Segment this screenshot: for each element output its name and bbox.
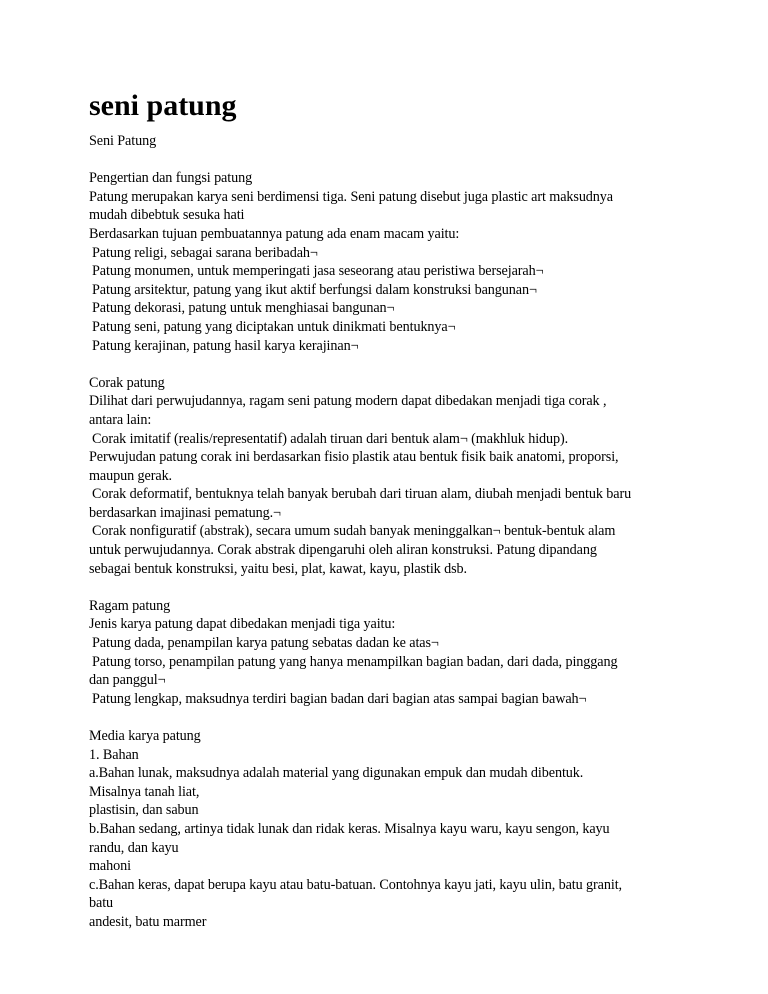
document-page — [89, 86, 689, 932]
text-line: b.Bahan sedang, artinya tidak lunak dan ridak keras. Misalnya kayu waru, kayu sengon, kayu — [89, 820, 610, 837]
text-line: Misalnya tanah liat, — [89, 783, 200, 800]
text-line: c.Bahan keras, dapat berupa kayu atau batu-batuan. Contohnya kayu jati, kayu ulin, batu granit, — [89, 876, 622, 893]
text-line: Jenis karya patung dapat dibedakan menjadi tiga yaitu: — [89, 616, 396, 633]
paragraph-gap — [89, 708, 689, 727]
paragraph-gap — [89, 355, 689, 374]
text-line: Seni Patung — [89, 133, 157, 149]
text-line: batu — [89, 895, 114, 912]
text-line: Corak nonfiguratif (abstrak), secara umum sudah banyak meninggalkan¬ bentuk-bentuk alam — [92, 523, 616, 540]
document-title: seni patung — [89, 89, 237, 122]
text-line: sebagai bentuk konstruksi, yaitu besi, plat, kawat, kayu, plastik dsb. — [89, 560, 467, 577]
text-line: Patung torso, penampilan patung yang hanya menampilkan bagian badan, dari dada, pinggang — [92, 653, 618, 670]
text-line: maupun gerak. — [89, 467, 173, 484]
text-line: Patung arsitektur, patung yang ikut aktif berfungsi dalam konstruksi bangunan¬ — [92, 281, 537, 298]
text-line: a.Bahan lunak, maksudnya adalah material yang digunakan empuk dan mudah dibentuk. — [89, 765, 584, 782]
text-line: Pengertian dan fungsi patung — [89, 170, 253, 187]
paragraph-gap — [89, 151, 689, 170]
document-body — [89, 132, 689, 932]
text-line: randu, dan kayu — [89, 839, 179, 856]
paragraph-gap — [89, 578, 689, 597]
text-line: berdasarkan imajinasi pematung.¬ — [89, 504, 281, 521]
text-line: antara lain: — [89, 411, 152, 428]
text-line: Berdasarkan tujuan pembuatannya patung ada enam macam yaitu: — [89, 225, 460, 242]
text-line: plastisin, dan sabun — [89, 802, 199, 819]
text-line: Corak deformatif, bentuknya telah banyak berubah dari tiruan alam, diubah menjadi bentuk baru — [92, 486, 632, 503]
text-line: mahoni — [89, 858, 131, 875]
text-line: Patung merupakan karya seni berdimensi tiga. Seni patung disebut juga plastic art maksudnya — [89, 188, 613, 205]
text-line: andesit, batu marmer — [89, 913, 207, 930]
text-line: mudah dibebtuk sesuka hati — [89, 207, 245, 224]
text-line: Patung kerajinan, patung hasil karya kerajinan¬ — [92, 337, 359, 354]
text-line: 1. Bahan — [89, 746, 139, 763]
text-line: Patung seni, patung yang diciptakan untuk dinikmati bentuknya¬ — [92, 318, 456, 335]
text-line: Ragam patung — [89, 597, 171, 614]
text-line: Patung monumen, untuk memperingati jasa seseorang atau peristiwa bersejarah¬ — [92, 263, 544, 280]
text-line: Patung dekorasi, patung untuk menghiasai bangunan¬ — [92, 300, 395, 317]
text-line: dan panggul¬ — [89, 672, 166, 689]
text-line: Corak imitatif (realis/representatif) adalah tiruan dari bentuk alam¬ (makhluk hidup). — [92, 430, 569, 447]
text-line: Dilihat dari perwujudannya, ragam seni patung modern dapat dibedakan menjadi tiga corak , — [89, 393, 607, 410]
text-line: Media karya patung — [89, 728, 201, 744]
text-line: Patung religi, sebagai sarana beribadah¬ — [92, 244, 318, 261]
text-line: Patung dada, penampilan karya patung sebatas dadan ke atas¬ — [92, 635, 439, 652]
text-line: Patung lengkap, maksudnya terdiri bagian badan dari bagian atas sampai bagian bawah¬ — [92, 690, 587, 707]
text-line: Perwujudan patung corak ini berdasarkan fisio plastik atau bentuk fisik baik anatomi, proporsi, — [89, 449, 619, 466]
text-line: Corak patung — [89, 374, 165, 391]
text-line: untuk perwujudannya. Corak abstrak dipengaruhi oleh aliran konstruksi. Patung dipandang — [89, 542, 597, 559]
